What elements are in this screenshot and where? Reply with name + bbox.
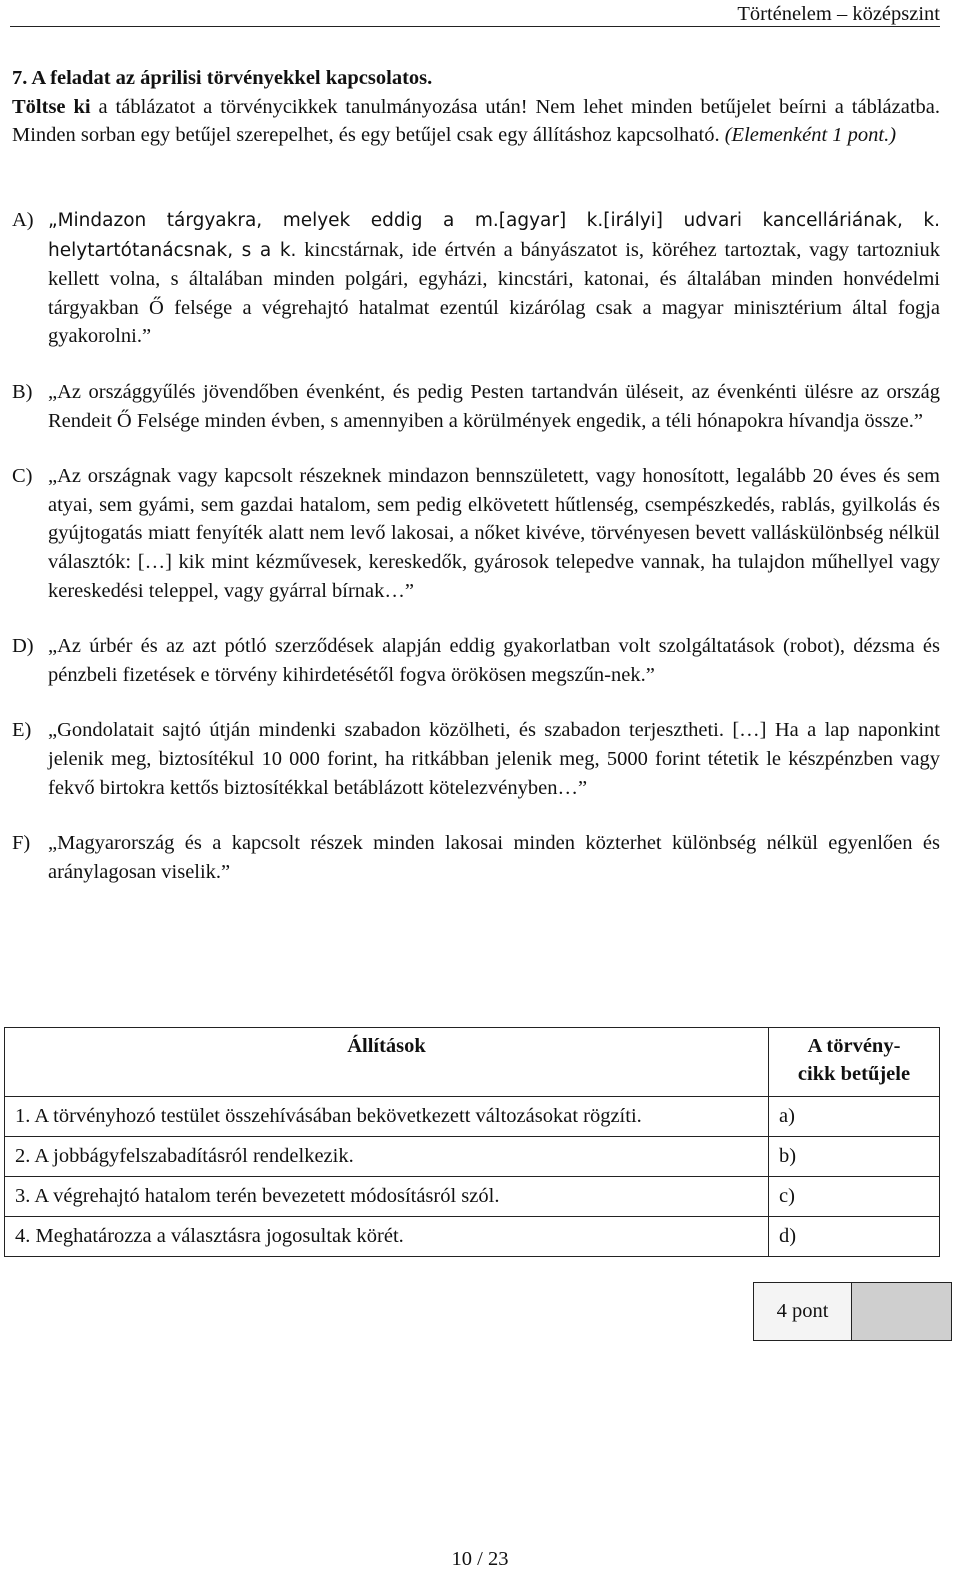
excerpt-letter: F) [12, 832, 31, 855]
excerpt-letter: C) [12, 465, 33, 488]
statements-column-header: Állítások [5, 1028, 769, 1097]
excerpt-text: „Az országgyűlés jövendőben évenként, és pedig Pesten tartandván üléseit, az évenkénti ülésre az ország Rendeit Ő Felsége minden évben, s amennyiben a körülmények engedik, a téli hónapokra hívandja össze.” [48, 380, 940, 432]
statement-cell: 4. Meghatározza a választásra jogosultak körét. [5, 1217, 769, 1257]
excerpt-letter: A) [12, 209, 34, 231]
excerpt-letter: D) [12, 635, 34, 658]
excerpt-letter: B) [12, 380, 33, 403]
law-excerpt-d [12, 632, 940, 689]
excerpt-text-part: kincstárnak, ide értvén a bányászatot is, köréhez tartoztak, vagy tartozniuk kellett volna, s általában minden polgári, egyházi, kincstári, katonai, és általában minden honvédelmi tárgyakban Ő felsége a végrehajtó hatalmat ezentúl kizárólag csak a magyar minisztérium által fogja gyakorolni.” [48, 238, 941, 348]
letter-column-header: A törvény- cikk betűjele [769, 1028, 940, 1097]
law-excerpts [12, 206, 940, 913]
excerpt-text: „Magyarország és a kapcsolt részek minden lakosai minden közterhet különbség nélkül egyenlően és aránylagosan viselik.” [48, 832, 940, 883]
answer-table [4, 1027, 940, 1257]
task-intro [12, 64, 940, 150]
law-excerpt-a [12, 206, 940, 351]
page-number: 10 / 23 [451, 1548, 509, 1570]
task-instruction [12, 93, 940, 150]
score-field[interactable] [852, 1283, 951, 1340]
law-excerpt-e [12, 716, 940, 802]
answer-letter-cell[interactable]: b) [769, 1137, 940, 1177]
points-note: (Elemenként 1 pont.) [724, 124, 897, 147]
law-excerpt-b [12, 378, 940, 435]
task-title: 7. A feladat az áprilisi törvényekkel kapcsolatos. [12, 67, 433, 89]
excerpt-text-part: „Mindazon tárgyakra, melyek eddig a m.[agyar] k.[irályi] udvari kancelláriának, k. helytartótanácsnak, s a k. [48, 210, 940, 261]
table-header-row [5, 1028, 940, 1097]
instruction-text: a táblázatot a törvénycikkek tanulmányozása után! Nem lehet minden betűjelet beírni a táblázatba. Minden sorban egy betűjel szerepelhet, és egy betűjel csak egy állításhoz kapcsolható. [12, 95, 940, 147]
table-row [5, 1217, 940, 1257]
excerpt-text: „Gondolatait sajtó útján mindenki szabadon közölheti, és szabadon terjesztheti. […] Ha a lap naponkint jelenik meg, biztosítékul 10 000 forint, ha ritkábban jelenik meg, 5000 forint tétetik le készpénzben vagy fekvő birtokra kettős biztosítékkal betáblázott kötelezvényben…” [48, 719, 940, 799]
table-row [5, 1177, 940, 1217]
score-box [753, 1282, 952, 1341]
excerpt-text: „Az úrbér és az azt pótló szerződések alapján eddig gyakorlatban volt szolgáltatások (robot), dézsma és pénzbeli fizetések e törvény kihirdetésétől fogva örökösen megszűn-nek.” [48, 635, 940, 686]
page-header: Történelem – középszint [737, 3, 940, 25]
law-excerpt-f [12, 829, 940, 886]
answer-letter-cell[interactable]: a) [769, 1097, 940, 1137]
law-excerpt-c [12, 462, 940, 605]
instruction-verb: Töltse ki [12, 95, 91, 118]
excerpt-letter: E) [12, 719, 32, 742]
excerpt-text: „Az országnak vagy kapcsolt részeknek mindazon bennszületett, vagy honosított, legalább 20 éves és sem atyai, sem gyámi, sem gazdai hatalom, sem pedig elkövetett hűtlenség, csempészkedés, rablás, gyilkolás és gyújtogatás miatt fenyíték alatt nem levő lakosai, a nőket kivéve, törvényesen bevett valláskülönbség nélkül választók: […] kik mint kézművesek, kereskedők, gyárosok telepedve vannak, ha tulajdon műhellyel vagy kereskedési teleppel, vagy gyárral bírnak…” [48, 465, 940, 602]
excerpt-text [48, 206, 940, 351]
table-row [5, 1097, 940, 1137]
answer-letter-cell[interactable]: c) [769, 1177, 940, 1217]
table-row [5, 1137, 940, 1177]
answer-letter-cell[interactable]: d) [769, 1217, 940, 1257]
header-divider [10, 26, 940, 27]
statement-cell: 1. A törvényhozó testület összehívásában bekövetkezett változásokat rögzíti. [5, 1097, 769, 1137]
statement-cell: 3. A végrehajtó hatalom terén bevezetett módosításról szól. [5, 1177, 769, 1217]
statement-cell: 2. A jobbágyfelszabadításról rendelkezik. [5, 1137, 769, 1177]
score-label: 4 pont [754, 1283, 852, 1340]
